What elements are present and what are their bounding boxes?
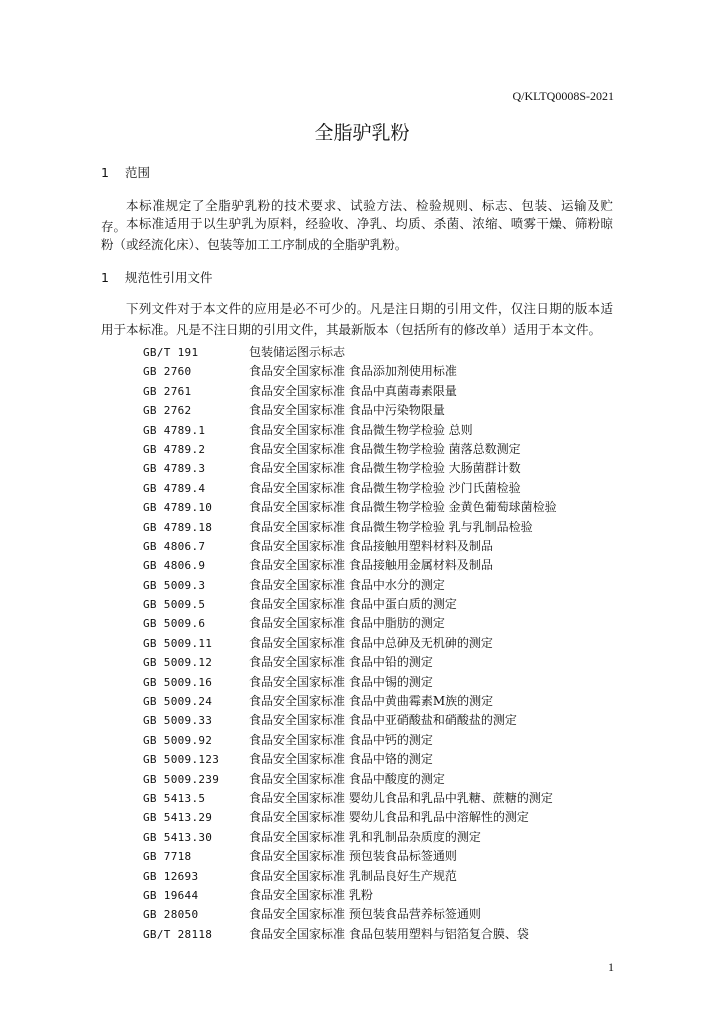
reference-code: GB 2761	[143, 384, 192, 398]
reference-code: GB 2762	[143, 404, 192, 418]
reference-item	[143, 518, 557, 537]
reference-item	[143, 731, 557, 750]
reference-title: 食品安全国家标准 食品添加剂使用标准	[249, 364, 457, 379]
reference-item	[143, 421, 557, 440]
reference-item	[143, 867, 557, 886]
reference-title: 食品安全国家标准 食品接触用塑料材料及制品	[249, 538, 493, 553]
reference-code: GB 5413.29	[143, 811, 213, 825]
reference-item	[143, 401, 557, 420]
section-number: 1	[101, 165, 109, 180]
reference-title: 食品安全国家标准 乳粉	[249, 887, 373, 902]
reference-item	[143, 711, 557, 730]
reference-title: 食品安全国家标准 食品微生物学检验 乳与乳制品检验	[249, 519, 533, 534]
section-title: 规范性引用文件	[124, 270, 213, 285]
reference-title: 食品安全国家标准 食品微生物学检验 金黄色葡萄球菌检验	[249, 500, 557, 515]
reference-item	[143, 576, 557, 595]
reference-code: GB 4789.4	[143, 481, 206, 495]
reference-title: 食品安全国家标准 食品中蛋白质的测定	[249, 597, 457, 612]
reference-code: GB 5413.5	[143, 791, 206, 805]
reference-code: GB 4789.2	[143, 442, 206, 456]
reference-list	[143, 343, 557, 944]
reference-title: 食品安全国家标准 食品中污染物限量	[249, 403, 445, 418]
document-code: Q/KLTQ0008S-2021	[512, 89, 614, 103]
reference-item	[143, 595, 557, 614]
reference-code: GB 4789.1	[143, 423, 206, 437]
scope-paragraph-1: 本标准规定了全脂驴乳粉的技术要求、试验方法、检验规则、标志、包装、运输及贮存。	[101, 198, 613, 234]
reference-item	[143, 808, 557, 827]
reference-code: GB 5009.12	[143, 656, 213, 670]
reference-title: 食品安全国家标准 食品中水分的测定	[249, 577, 445, 592]
reference-title: 食品安全国家标准 食品中亚硝酸盐和硝酸盐的测定	[249, 713, 517, 728]
reference-code: GB 5413.30	[143, 830, 213, 844]
section-number: 1	[101, 270, 109, 285]
section-title: 范围	[124, 165, 150, 180]
reference-code: GB 4806.9	[143, 559, 206, 573]
reference-title: 食品安全国家标准 乳制品良好生产规范	[249, 868, 457, 883]
reference-title: 食品安全国家标准 食品中铅的测定	[249, 655, 433, 670]
reference-code: GB 4806.7	[143, 539, 206, 553]
reference-item	[143, 362, 557, 381]
reference-title: 食品安全国家标准 食品中酸度的测定	[249, 771, 445, 786]
reference-item	[143, 770, 557, 789]
reference-item	[143, 479, 557, 498]
reference-title: 食品安全国家标准 食品中真菌毒素限量	[249, 383, 457, 398]
section-heading-scope	[101, 163, 150, 181]
reference-code: GB 19644	[143, 888, 199, 902]
reference-item	[143, 537, 557, 556]
reference-item	[143, 556, 557, 575]
reference-code: GB 28050	[143, 908, 199, 922]
reference-code: GB 5009.239	[143, 772, 220, 786]
document-title: 全脂驴乳粉	[314, 122, 410, 144]
reference-item	[143, 905, 557, 924]
reference-code: GB/T 191	[143, 346, 199, 359]
reference-code: GB 5009.5	[143, 598, 206, 612]
reference-title: 食品安全国家标准 食品接触用金属材料及制品	[249, 558, 493, 573]
reference-code: GB 5009.123	[143, 753, 220, 767]
reference-title: 食品安全国家标准 婴幼儿食品和乳品中溶解性的测定	[249, 810, 529, 825]
reference-item	[143, 750, 557, 769]
reference-title: 食品安全国家标准 婴幼儿食品和乳品中乳糖、蔗糖的测定	[249, 790, 553, 805]
reference-code: GB 5009.16	[143, 675, 213, 689]
reference-code: GB 4789.10	[143, 501, 213, 515]
reference-title: 食品安全国家标准 食品中总砷及无机砷的测定	[249, 635, 493, 650]
reference-item	[143, 614, 557, 633]
reference-code: GB 5009.6	[143, 617, 206, 631]
reference-item	[143, 382, 557, 401]
reference-item	[143, 886, 557, 905]
scope-paragraph-2: 本标准适用于以生驴乳为原料，经验收、净乳、均质、杀菌、浓缩、喷雾干燥、筛粉晾粉（或经流化床）、包装等加工工序制成的全脂驴乳粉。	[101, 216, 613, 252]
reference-item	[143, 459, 557, 478]
reference-title: 食品安全国家标准 预包装食品标签通则	[249, 849, 457, 864]
reference-title: 食品安全国家标准 食品中铬的测定	[249, 752, 433, 767]
reference-title: 食品安全国家标准 食品中黄曲霉素M族的测定	[249, 694, 494, 709]
reference-code: GB 5009.33	[143, 714, 213, 728]
reference-title: 食品安全国家标准 食品微生物学检验 菌落总数测定	[249, 441, 521, 456]
reference-item	[143, 673, 557, 692]
reference-item	[143, 847, 557, 866]
section-heading-normative-references	[101, 268, 213, 286]
reference-item	[143, 925, 557, 944]
reference-title: 食品安全国家标准 食品中脂肪的测定	[249, 616, 445, 631]
reference-code: GB 5009.3	[143, 578, 206, 592]
reference-code: GB 12693	[143, 869, 199, 883]
reference-title: 食品安全国家标准 食品微生物学检验 总则	[249, 422, 473, 437]
reference-item	[143, 828, 557, 847]
reference-code: GB/T 28118	[143, 927, 213, 941]
reference-item	[143, 789, 557, 808]
reference-title: 包装储运图示标志	[249, 345, 346, 359]
reference-code: GB 2760	[143, 365, 192, 379]
reference-code: GB 4789.18	[143, 520, 213, 534]
reference-title: 食品安全国家标准 食品微生物学检验 沙门氏菌检验	[249, 480, 521, 495]
reference-item	[143, 440, 557, 459]
reference-title: 食品安全国家标准 食品包装用塑料与铝箔复合膜、袋	[249, 926, 529, 941]
reference-title: 食品安全国家标准 预包装食品营养标签通则	[249, 907, 481, 922]
reference-item	[143, 343, 557, 362]
references-intro-paragraph: 下列文件对于本文件的应用是必不可少的。凡是注日期的引用文件，仅注日期的版本适用于本标准。凡是不注日期的引用文件，其最新版本（包括所有的修改单）适用于本文件。	[101, 301, 613, 337]
reference-code: GB 5009.92	[143, 733, 213, 747]
reference-item	[143, 634, 557, 653]
reference-code: GB 5009.11	[143, 636, 213, 650]
reference-item	[143, 653, 557, 672]
reference-item	[143, 498, 557, 517]
reference-title: 食品安全国家标准 乳和乳制品杂质度的测定	[249, 829, 481, 844]
reference-title: 食品安全国家标准 食品微生物学检验 大肠菌群计数	[249, 461, 521, 476]
reference-title: 食品安全国家标准 食品中钙的测定	[249, 732, 433, 747]
reference-code: GB 4789.3	[143, 462, 206, 476]
reference-item	[143, 692, 557, 711]
page-number: 1	[608, 960, 614, 974]
reference-title: 食品安全国家标准 食品中锡的测定	[249, 674, 433, 689]
reference-code: GB 7718	[143, 850, 192, 864]
reference-code: GB 5009.24	[143, 695, 213, 709]
